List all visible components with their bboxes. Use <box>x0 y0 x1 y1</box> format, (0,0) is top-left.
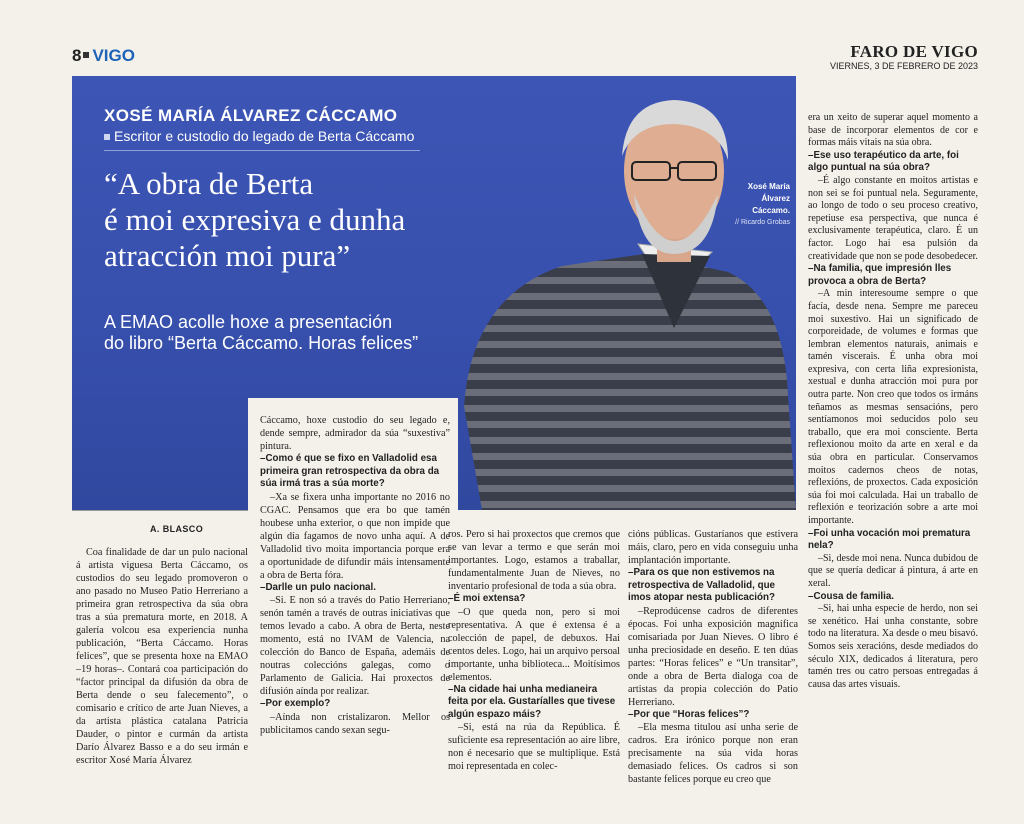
page-number: 8 <box>72 46 82 65</box>
question: –Na familia, que impresión lles provoca a obra de Berta? <box>808 263 952 287</box>
headline-line: é moi expresiva e dunha <box>104 202 406 237</box>
kicker-rule <box>104 150 420 151</box>
answer: –Xa se fixera unha importante no 2016 no CGAC. Pensamos que era bo que tamén houbese unha exterior, o que non impide que algún día fagamos de novo unha aquí. A de Valladolid tivo moita importancia porque era a oportunidade de difundir máis intensamente a obra de Berta fóra. <box>260 491 450 581</box>
column-2 <box>260 414 450 737</box>
question: –Cousa de familia. <box>808 590 895 602</box>
photo-caption <box>706 181 790 217</box>
square-bullet-icon <box>83 52 89 58</box>
section-name: VIGO <box>92 46 135 65</box>
column-3 <box>448 528 620 773</box>
answer: era un xeito de superar aquel momento a base de incorporar elementos de cor e formas máis vitais na súa obra. <box>808 112 978 149</box>
headline-line: “A obra de Berta <box>104 166 314 201</box>
answer: ros. Pero si hai proxectos que cremos que se van levar a termo e que serán moi importantes. Logo, estamos a traballar, fundamentalmente Juan de Nieves, no inventario profesional de toda a súa obra. <box>448 529 620 592</box>
question: –Na cidade hai unha medianeira feita por ela. Gustaríalles que tivese algún espazo máis? <box>448 683 616 720</box>
deck-line: A EMAO acolle hoxe a presentación <box>104 312 393 332</box>
answer: –O que queda non, pero si moi representativa. A que é extensa é a colección de papel, de debuxos. Hai centos deles. Logo, hai un arquivo persoal importante, unha biblioteca... Moitísimos elementos. <box>448 606 621 683</box>
answer: –Aínda non cristalizaron. Mellor os publicitamos cando sexan segu- <box>260 711 450 736</box>
deck-line: do libro “Berta Cáccamo. Horas felices” <box>104 333 419 353</box>
question: –É moi extensa? <box>448 593 526 604</box>
headline <box>104 166 524 274</box>
answer: –Si, hai unha especie de herdo, non sei se xenético. Hai unha constante, sobre todo na literatura. Xa desde o meu bisavó. Somos seis xeracións, desde mediados do século XIX, dedicados á literatura, pero tamén tres ou catro persoas entregadas á causa das artes visuais. <box>808 603 978 690</box>
answer: –É algo constante en moitos artistas e non sei se foi puntual nela. Seguramente, ao longo de todo o seu proceso creativo, repetiuse esa perspectiva, que nunca é exclusivamente terapéutica, claro. É un factor. Logo hai esa pulsión da creatividade que non se pode desobedecer. <box>808 174 978 262</box>
answer: –Si, está na rúa da República. É suficiente esa representación ao aire libre, non é necesario que se multiplique. Está moi representada en colec- <box>448 722 620 773</box>
interviewee-role <box>104 128 414 144</box>
square-bullet-icon <box>104 134 110 140</box>
paragraph: Cáccamo, hoxe custodio do seu legado e, dende sempre, admirador da súa “suxestiva” pintura. <box>260 415 450 452</box>
question: –Como é que se fixo en Valladolid esa primeira gran retrospectiva da obra da súa irmá tras a súa morte? <box>260 453 440 490</box>
page-folio <box>72 46 135 66</box>
issue-date: VIERNES, 3 DE FEBRERO DE 2023 <box>829 61 978 71</box>
photo-credit: // Ricardo Grobas <box>735 219 790 226</box>
answer: cións públicas. Gustaríanos que estivera máis, claro, pero en vida conseguiu unha implantación importante. <box>628 529 798 566</box>
byline: A. BLASCO <box>150 524 204 534</box>
interviewee-name: XOSÉ MARÍA ÁLVAREZ CÁCCAMO <box>104 106 398 125</box>
answer: –Ela mesma titulou así unha serie de cadros. Era irónico porque non eran precisamente na súa vida horas demasiado felices. Os cadros si son bastante felices porque eu creo que <box>628 722 798 786</box>
caption-line: Cáccamo. <box>752 206 790 215</box>
caption-line: Álvarez <box>761 194 790 203</box>
answer: –Si. E non só a través do Patio Herreriano, senón tamén a través de outras iniciativas que temos levado a cabo. A obra de Berta, neste momento, está no IVAM de Valencia, na colección do Banco de España, ademáis de noutras coleccións galegas, como o Parlamento de Galicia. Hai proxectos de difusión aínda por realizar. <box>260 595 450 698</box>
column-4 <box>628 528 798 786</box>
question: –Ese uso terapéutico da arte, foi algo puntual na súa obra? <box>808 149 959 174</box>
question: –Darlle un pulo nacional. <box>260 581 376 593</box>
portrait-photo <box>412 76 796 510</box>
question: –Por que “Horas felices”? <box>628 708 750 720</box>
answer: –Si, desde moi nena. Nunca dubidou de que se quería dedicar á pintura, á arte en xeral. <box>808 552 978 589</box>
byline-rule <box>72 510 248 511</box>
answer: –Reprodúcense cadros de diferentes épocas. Foi unha exposición magnífica comisariada por Juan Nieves. O libro é unha preciosidade en deseño. E ten dúas partes: “Horas felices” e “Un transitar”, onde a obra de Berta dialoga coa de artistas da propia colección do Patio Herreriano. <box>628 605 798 708</box>
column-1 <box>76 546 248 767</box>
answer: –A min interesoume sempre o que facía, desde nena. Sempre me pareceu moi suxestivo. Hai un significado de corporeidade, de volumes e formas que lembran elementos naturais, animais e tamén viscerais. É unha obra moi expresiva, con certa liña expresionista, xestual e dunha atracción moi pura por outra parte. Non creo que todos os irmáns teñamos as mesmas sensacións, pero sentíamonos moi seducidos polo seu traballo, que era moi consciente. Berta reflexionou moito da arte en xeral e da súa obra en particular. Conservamos moitos cadernos cheos de notas, reflexións, de proxectos. Cada exposición súa foi moi calculada. Hai un traballo de reflexión e teorización sobre a arte moi importante. <box>808 288 978 526</box>
caption-line: Xosé María <box>747 182 790 191</box>
question: –Para os que non estivemos na retrospectiva de Valladolid, que imos atopar nesta publicación? <box>628 567 776 604</box>
question: –Por exemplo? <box>260 698 331 710</box>
newspaper-name: FARO DE VIGO <box>850 42 978 61</box>
role-text: Escritor e custodio do legado de Berta Cáccamo <box>114 128 415 144</box>
headline-line: atracción moi pura” <box>104 238 351 273</box>
question: –Foi unha vocación moi prematura nela? <box>808 527 971 552</box>
intro-paragraph: Coa finalidade de dar un pulo nacional á artista viguesa Berta Cáccamo, os custodios do seu legado promoveron o ano pasado no Museo Patio Herreriano a primeira gran retrospectiva da súa obra tras a súa prematura morte, en 2018. A galería volcou esa experiencia nunha publicación, “Berta Cáccamo. Horas felices”, que se presenta hoxe na EMAO –19 horas–. Contará coa participación do “factor principal da difusión da obra de Berta dende o seu falecemento”, o comisario e crítico de arte Juan Nieves, a da artista plástica catalana Patricia Dauder, o pintor e curmán da artista Darío Álvarez Basso e a do seu irmán e escritor Xosé María Álvarez <box>76 547 248 766</box>
deck <box>104 312 434 354</box>
column-5 <box>808 112 978 691</box>
